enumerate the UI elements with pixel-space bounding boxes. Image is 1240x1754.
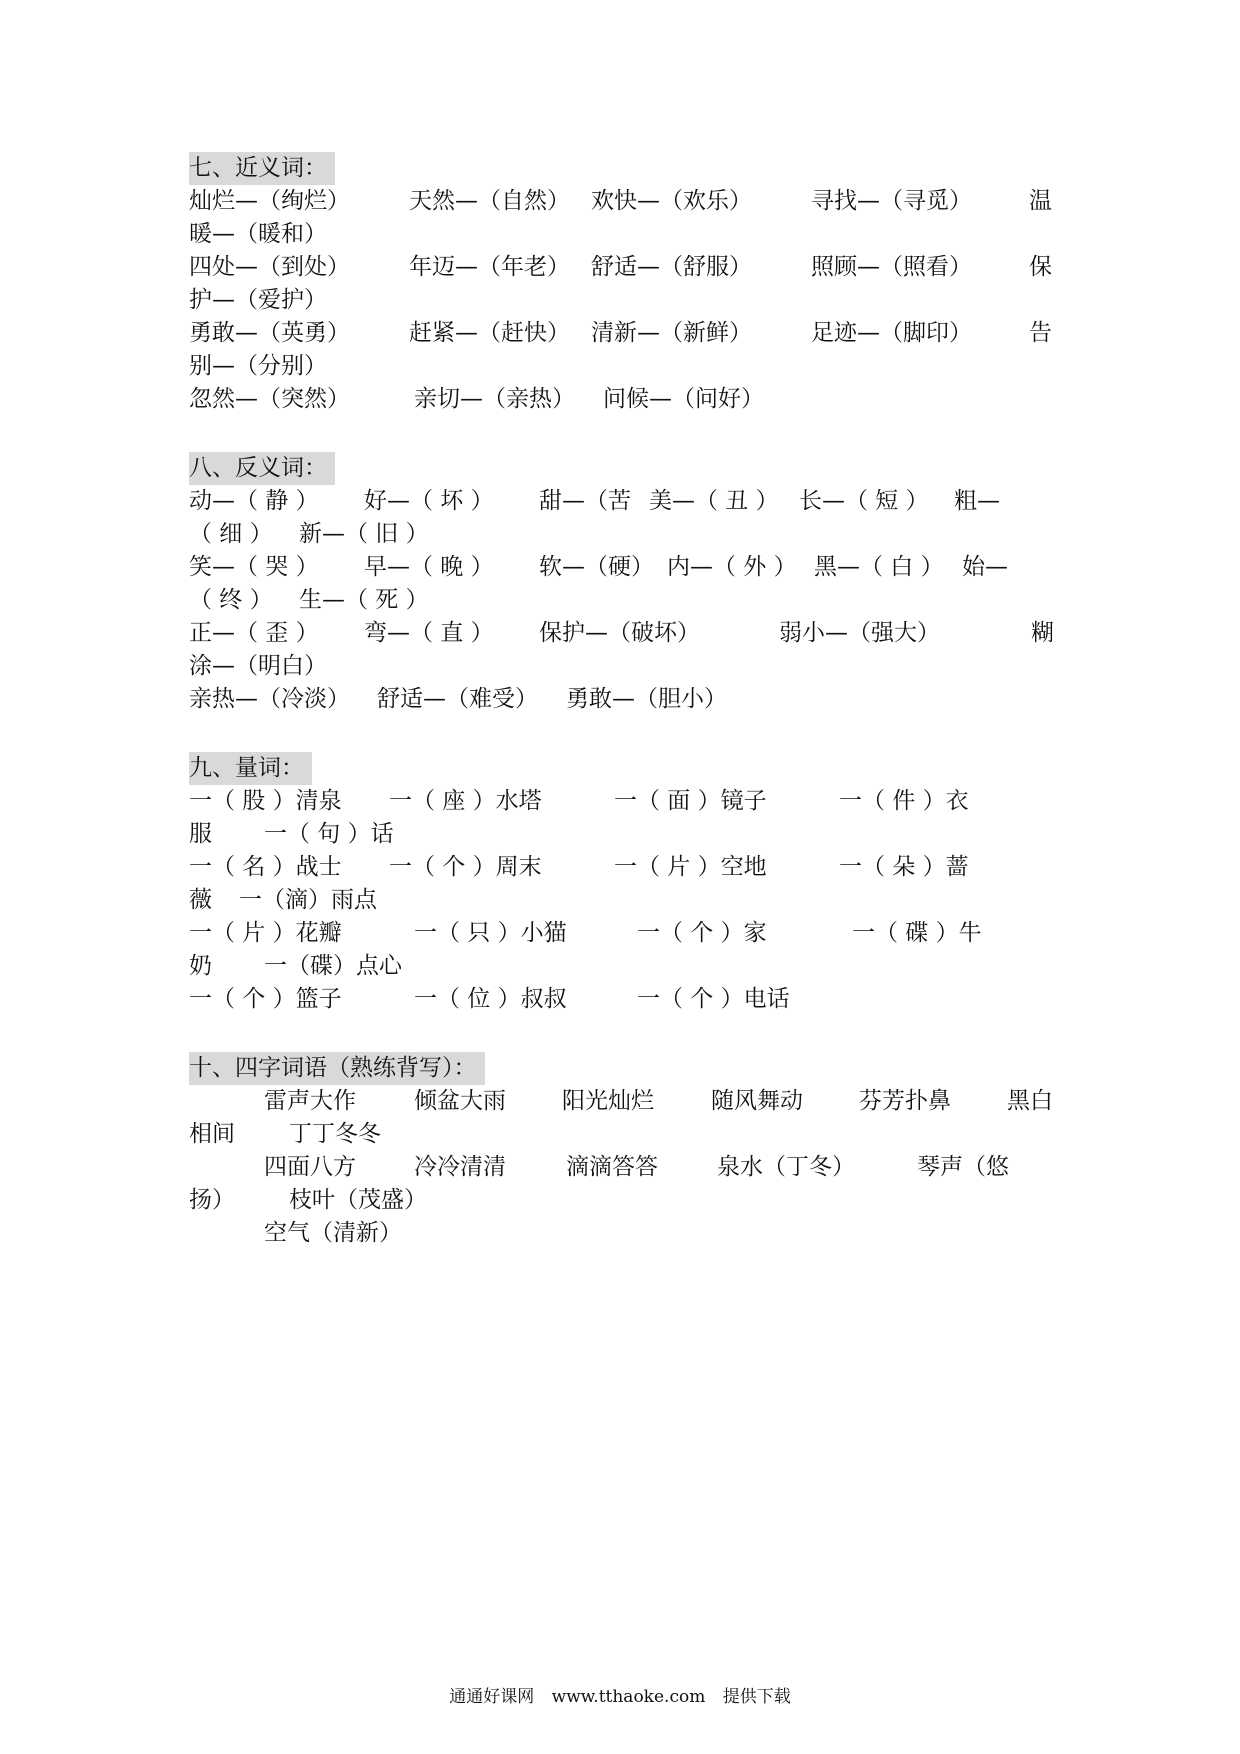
word-pair: 糊 bbox=[1031, 620, 1054, 646]
idiom: 阳光灿烂 bbox=[562, 1088, 654, 1114]
four-char-words-row bbox=[189, 1085, 1069, 1118]
synonyms-row bbox=[189, 350, 1069, 383]
idiom: 琴声（悠 bbox=[917, 1154, 1009, 1180]
phrase: 一（ 片 ）空地 bbox=[614, 854, 767, 880]
word-pair: 保 bbox=[1029, 254, 1052, 280]
phrase: 一（碟）点心 bbox=[264, 953, 402, 979]
synonyms-heading: 七、近义词： bbox=[189, 152, 335, 185]
four-char-words-row bbox=[189, 1151, 1069, 1184]
word-pair: 亲热—（冷淡） bbox=[189, 686, 350, 712]
page-footer bbox=[0, 1685, 1240, 1709]
word-pair: 新—（ 旧 ） bbox=[299, 521, 429, 547]
word-pair: 照顾—（照看） bbox=[811, 254, 972, 280]
phrase: 服 bbox=[189, 821, 212, 847]
word-pair: 早—（ 晚 ） bbox=[364, 554, 494, 580]
word-pair: 美—（ 丑 ） bbox=[649, 488, 779, 514]
synonyms-section bbox=[189, 152, 1069, 416]
word-pair: 长—（ 短 ） bbox=[799, 488, 929, 514]
word-pair: 舒适—（舒服） bbox=[591, 254, 752, 280]
word-pair: 弱小—（强大） bbox=[779, 620, 940, 646]
four-char-words-row bbox=[189, 1118, 1069, 1151]
synonyms-row bbox=[189, 218, 1069, 251]
phrase: 一（ 个 ）电话 bbox=[637, 986, 790, 1012]
synonyms-row bbox=[189, 185, 1069, 218]
phrase: 薇 bbox=[189, 887, 212, 913]
word-pair: 舒适—（难受） bbox=[377, 686, 538, 712]
synonyms-row bbox=[189, 251, 1069, 284]
word-pair: 灿烂—（绚烂） bbox=[189, 188, 350, 214]
idiom: 四面八方 bbox=[264, 1154, 356, 1180]
phrase: 一（ 座 ）水塔 bbox=[389, 788, 542, 814]
antonyms-section bbox=[189, 452, 1069, 716]
word-pair: 勇敢—（胆小） bbox=[566, 686, 727, 712]
word-pair: 告 bbox=[1029, 320, 1052, 346]
word-pair: 勇敢—（英勇） bbox=[189, 320, 350, 346]
word-pair: 黑—（ 白 ） bbox=[814, 554, 944, 580]
antonyms-row bbox=[189, 485, 1069, 518]
word-pair: 赶紧—（赶快） bbox=[409, 320, 570, 346]
phrase: 一（ 句 ）话 bbox=[264, 821, 394, 847]
phrase: 一（ 碟 ）牛 bbox=[852, 920, 982, 946]
antonyms-row bbox=[189, 617, 1069, 650]
word-pair: 别—（分别） bbox=[189, 353, 327, 379]
idiom: 倾盆大雨 bbox=[414, 1088, 506, 1114]
idiom: 冷冷清清 bbox=[414, 1154, 506, 1180]
idiom: 随风舞动 bbox=[711, 1088, 803, 1114]
idiom: 枝叶（茂盛） bbox=[289, 1187, 427, 1213]
word-pair: 温 bbox=[1029, 188, 1052, 214]
word-pair: 始— bbox=[962, 554, 1008, 580]
word-pair: 软—（硬） bbox=[539, 554, 654, 580]
phrase: 奶 bbox=[189, 953, 212, 979]
word-pair: 年迈—（年老） bbox=[409, 254, 570, 280]
idiom: 芬芳扑鼻 bbox=[859, 1088, 951, 1114]
word-pair: 清新—（新鲜） bbox=[591, 320, 752, 346]
measure-words-row bbox=[189, 884, 1069, 917]
word-pair: 正—（ 歪 ） bbox=[189, 620, 319, 646]
measure-words-row bbox=[189, 983, 1069, 1016]
phrase: 一（ 位 ）叔叔 bbox=[414, 986, 567, 1012]
word-pair: 暖—（暖和） bbox=[189, 221, 327, 247]
antonyms-row bbox=[189, 683, 1069, 716]
measure-words-row bbox=[189, 851, 1069, 884]
word-pair: 弯—（ 直 ） bbox=[364, 620, 494, 646]
phrase: 一（ 朵 ）蔷 bbox=[839, 854, 969, 880]
antonyms-row bbox=[189, 650, 1069, 683]
phrase: 一（ 只 ）小猫 bbox=[414, 920, 567, 946]
word-pair: 天然—（自然） bbox=[409, 188, 570, 214]
word-pair: 欢快—（欢乐） bbox=[591, 188, 752, 214]
word-pair: 生—（ 死 ） bbox=[299, 587, 429, 613]
idiom: 扬） bbox=[189, 1187, 235, 1213]
footer-url-link[interactable]: www.tthaoke.com bbox=[551, 1687, 706, 1707]
antonyms-row bbox=[189, 518, 1069, 551]
word-pair: （ 细 ） bbox=[189, 521, 273, 547]
phrase: 一（ 股 ）清泉 bbox=[189, 788, 342, 814]
antonyms-row bbox=[189, 551, 1069, 584]
idiom: 滴滴答答 bbox=[566, 1154, 658, 1180]
measure-words-row bbox=[189, 917, 1069, 950]
measure-words-row bbox=[189, 785, 1069, 818]
idiom: 雷声大作 bbox=[264, 1088, 356, 1114]
phrase: 一（ 件 ）衣 bbox=[839, 788, 969, 814]
synonyms-row bbox=[189, 284, 1069, 317]
idiom: 相间 bbox=[189, 1121, 235, 1147]
phrase: 一（ 个 ）家 bbox=[637, 920, 767, 946]
idiom: 空气（清新） bbox=[264, 1220, 402, 1246]
measure-words-row bbox=[189, 818, 1069, 851]
phrase: 一（ 面 ）镜子 bbox=[614, 788, 767, 814]
word-pair: 涂—（明白） bbox=[189, 653, 327, 679]
idiom: 黑白 bbox=[1007, 1088, 1053, 1114]
word-pair: 保护—（破坏） bbox=[539, 620, 700, 646]
four-char-words-row bbox=[189, 1217, 1069, 1250]
four-char-words-row bbox=[189, 1184, 1069, 1217]
synonyms-row bbox=[189, 383, 1069, 416]
word-pair: 动—（ 静 ） bbox=[189, 488, 319, 514]
idiom: 丁丁冬冬 bbox=[289, 1121, 381, 1147]
four-char-words-section bbox=[189, 1052, 1069, 1250]
measure-words-row bbox=[189, 950, 1069, 983]
word-pair: 内—（ 外 ） bbox=[667, 554, 797, 580]
idiom: 泉水（丁冬） bbox=[717, 1154, 855, 1180]
word-pair: 寻找—（寻觅） bbox=[811, 188, 972, 214]
word-pair: 四处—（到处） bbox=[189, 254, 350, 280]
phrase: 一（ 名 ）战士 bbox=[189, 854, 342, 880]
phrase: 一（ 个 ）周末 bbox=[389, 854, 542, 880]
footer-suffix: 提供下载 bbox=[722, 1687, 791, 1707]
phrase: 一（滴）雨点 bbox=[239, 887, 377, 913]
footer-site-name: 通通好课网 bbox=[449, 1687, 535, 1707]
word-pair: 护—（爱护） bbox=[189, 287, 327, 313]
phrase: 一（ 片 ）花瓣 bbox=[189, 920, 342, 946]
antonyms-heading: 八、反义词： bbox=[189, 452, 335, 485]
word-pair: 足迹—（脚印） bbox=[811, 320, 972, 346]
word-pair: 好—（ 坏 ） bbox=[364, 488, 494, 514]
antonyms-row bbox=[189, 584, 1069, 617]
word-pair: 亲切—（亲热） bbox=[414, 386, 575, 412]
word-pair: 问候—（问好） bbox=[603, 386, 764, 412]
word-pair: 粗— bbox=[954, 488, 1000, 514]
measure-words-heading: 九、量词： bbox=[189, 752, 312, 785]
phrase: 一（ 个 ）篮子 bbox=[189, 986, 342, 1012]
word-pair: （ 终 ） bbox=[189, 587, 273, 613]
word-pair: 忽然—（突然） bbox=[189, 386, 350, 412]
word-pair: 笑—（ 哭 ） bbox=[189, 554, 319, 580]
four-char-words-heading: 十、四字词语（熟练背写）： bbox=[189, 1052, 485, 1085]
synonyms-row bbox=[189, 317, 1069, 350]
measure-words-section bbox=[189, 752, 1069, 1016]
word-pair: 甜—（苦 bbox=[539, 488, 631, 514]
